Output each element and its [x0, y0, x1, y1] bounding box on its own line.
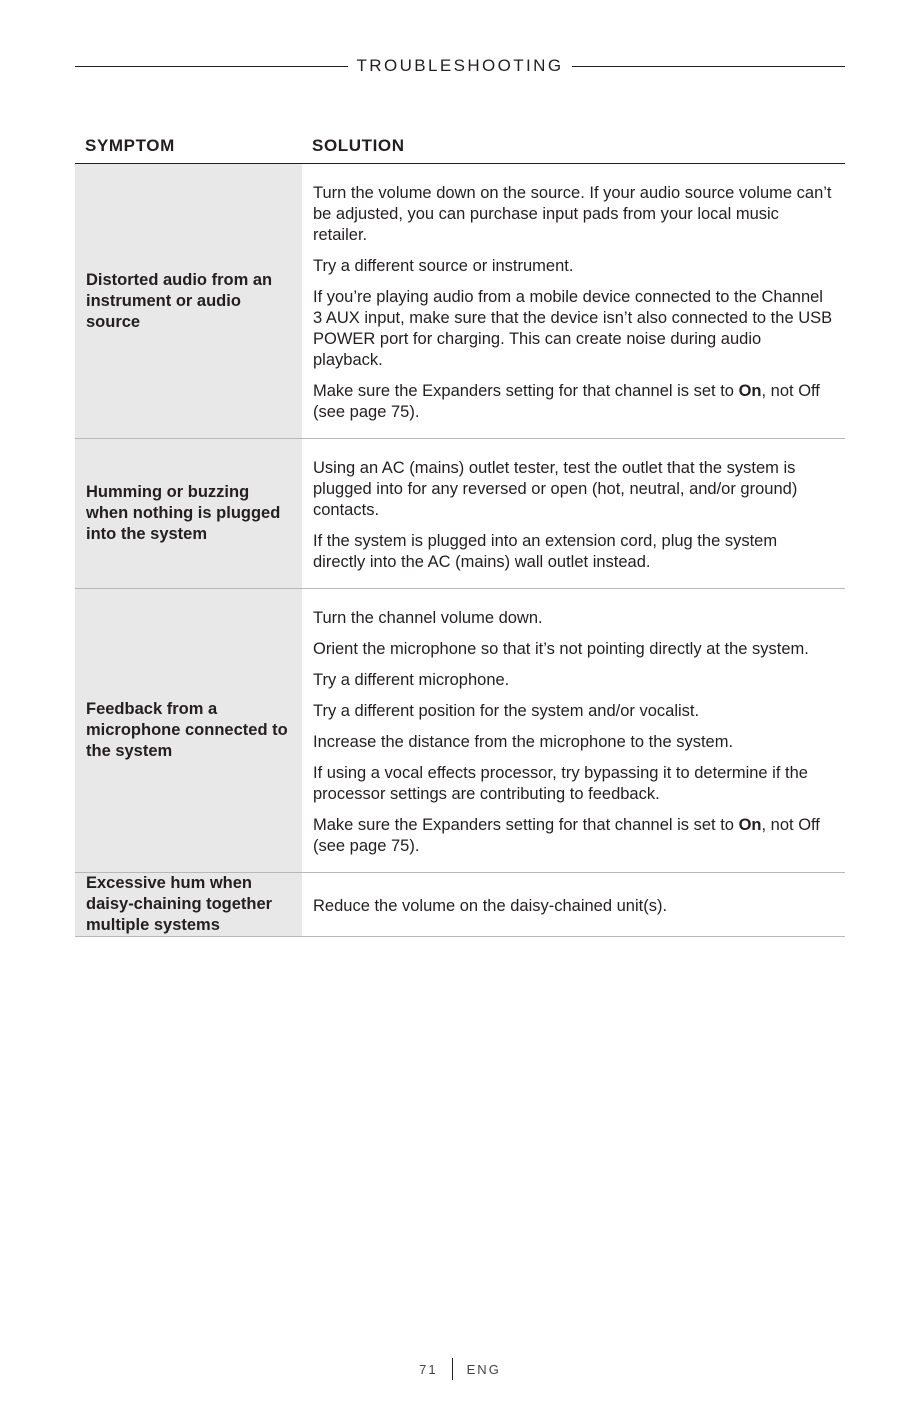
- solution-item: Using an AC (mains) outlet tester, test the outlet that the system is plugged into for any reversed or open (hot, neutral, and/or ground) contacts.: [313, 459, 798, 519]
- solution-item: If the system is plugged into an extension cord, plug the system directly into the AC (mains) wall outlet instead.: [313, 532, 778, 571]
- solution-cell: [302, 589, 845, 873]
- symptom-cell: Feedback from a microphone connected to the system: [75, 589, 302, 873]
- solution-cell: [302, 439, 845, 589]
- solution-item: Orient the microphone so that it’s not pointing directly at the system.: [313, 640, 809, 658]
- troubleshooting-table: [75, 128, 845, 937]
- solution-item: Try a different position for the system and/or vocalist.: [313, 702, 700, 720]
- solution-text: Make sure the Expanders setting for that channel is set to: [313, 382, 739, 400]
- setting-value-emphasis: On: [738, 382, 762, 400]
- solution-item: [313, 815, 833, 857]
- solution-item: Turn the volume down on the source. If your audio source volume can’t be adjusted, you can purchase input pads from your local music retailer.: [313, 184, 832, 244]
- column-header-symptom: SYMPTOM: [75, 128, 302, 164]
- solution-item: If you’re playing audio from a mobile device connected to the Channel 3 AUX input, make sure that the device isn’t also connected to the USB POWER port for charging. This can create noise during audio playback.: [313, 288, 833, 369]
- language-label: ENG: [466, 1361, 501, 1377]
- header-rule-left: [75, 66, 348, 67]
- footer-separator: [452, 1358, 453, 1380]
- solution-text: Make sure the Expanders setting for that channel is set to: [313, 816, 739, 834]
- symptom-cell: Humming or buzzing when nothing is plugged into the system: [75, 439, 302, 589]
- table-row: [75, 439, 845, 589]
- table-body: [75, 164, 845, 937]
- solution-item: Try a different source or instrument.: [313, 257, 574, 275]
- header-rule-right: [572, 66, 845, 67]
- solution-item: Try a different microphone.: [313, 671, 510, 689]
- solution-cell: [302, 164, 845, 439]
- page-title: TROUBLESHOOTING: [356, 56, 564, 75]
- solution-cell: [302, 873, 845, 937]
- solution-text: , not Off (see page 75).: [313, 816, 820, 855]
- page-header: [75, 54, 845, 78]
- column-header-solution: SOLUTION: [302, 128, 845, 164]
- setting-value-emphasis: On: [738, 816, 762, 834]
- symptom-cell: Distorted audio from an instrument or audio source: [75, 164, 302, 439]
- solution-item: Turn the channel volume down.: [313, 609, 543, 627]
- table-row: [75, 873, 845, 937]
- page-number: 71: [419, 1361, 438, 1377]
- solution-item: Reduce the volume on the daisy-chained unit(s).: [313, 897, 668, 915]
- solution-text: , not Off (see page 75).: [313, 382, 820, 421]
- page-footer: [0, 1357, 920, 1381]
- solution-item: If using a vocal effects processor, try bypassing it to determine if the processor settings are contributing to feedback.: [313, 764, 808, 803]
- table-row: [75, 164, 845, 439]
- table-row: [75, 589, 845, 873]
- solution-item: [313, 381, 833, 423]
- table-header-row: [75, 128, 845, 164]
- symptom-cell: Excessive hum when daisy-chaining together multiple systems: [75, 873, 302, 937]
- solution-item: Increase the distance from the microphone to the system.: [313, 733, 734, 751]
